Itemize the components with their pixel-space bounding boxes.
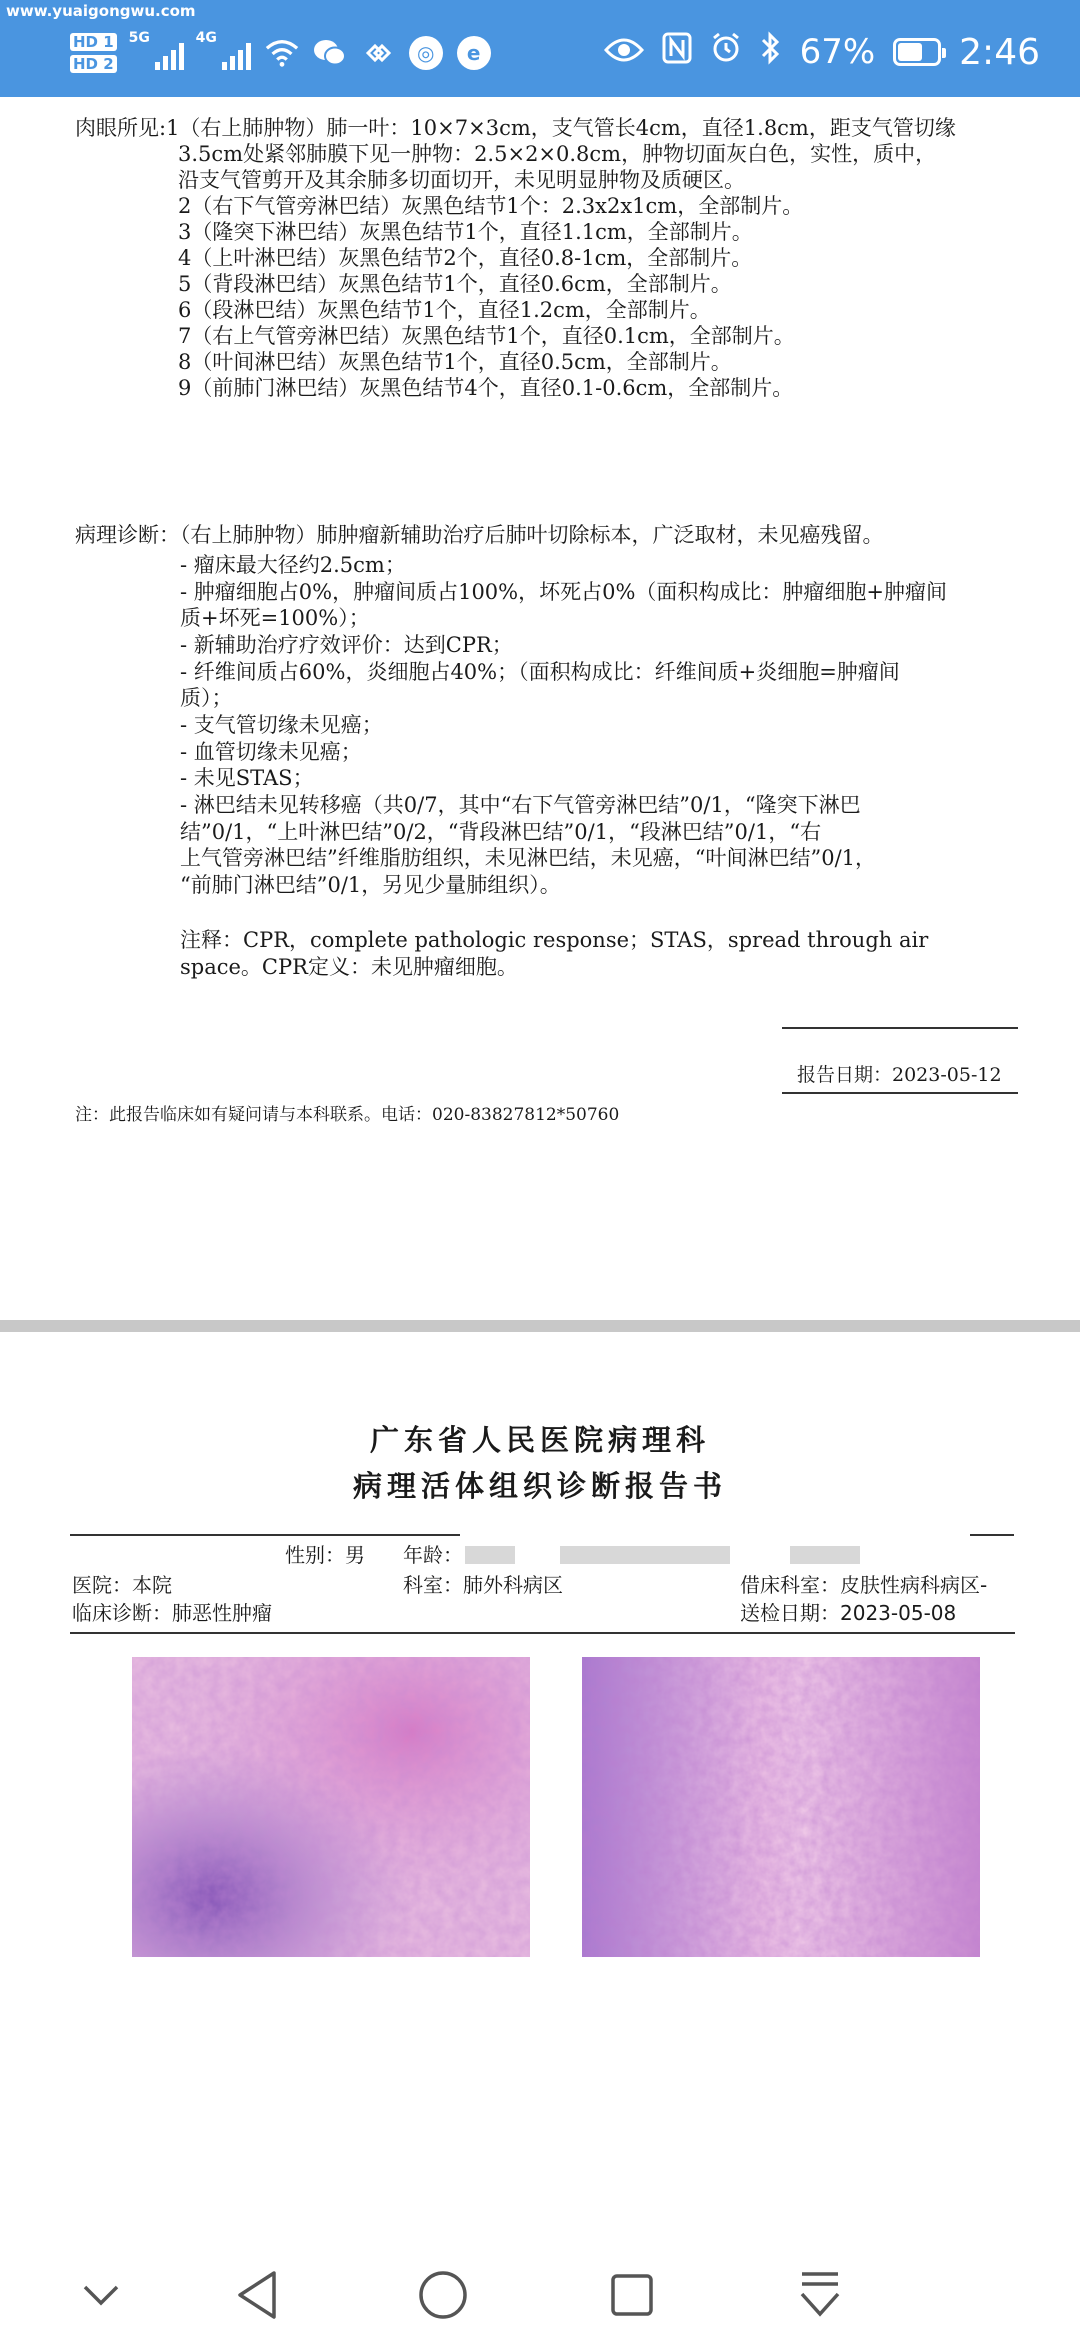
browser-icon-2: e bbox=[457, 36, 491, 70]
home-circle-icon bbox=[417, 2269, 469, 2321]
gross-line-7: 5（背段淋巴结）灰黑色结节1个，直径0.6cm，全部制片。 bbox=[178, 272, 732, 296]
submission-date-field: 送检日期：2023-05-08 bbox=[740, 1601, 957, 1625]
diagnosis-line-5: - 新辅助治疗疗效评价：达到CPR； bbox=[180, 633, 513, 657]
gross-line-10: 8（叶间淋巴结）灰黑色结节1个，直径0.5cm，全部制片。 bbox=[178, 350, 732, 374]
recents-square-icon bbox=[609, 2272, 655, 2318]
gross-line-8: 6（段淋巴结）灰黑色结节1个，直径1.2cm，全部制片。 bbox=[178, 298, 711, 322]
gross-line-4: 2（右下气管旁淋巴结）灰黑色结节1个：2.3x2x1cm，全部制片。 bbox=[178, 194, 804, 218]
diagnosis-line-13: 上气管旁淋巴结”纤维脂肪组织，未见淋巴结，未见癌，“叶间淋巴结”0/1， bbox=[180, 846, 877, 870]
bluetooth-icon bbox=[760, 31, 782, 74]
header-rule-left bbox=[70, 1534, 460, 1536]
diagnosis-line-7: 质）； bbox=[180, 686, 233, 710]
collapse-button[interactable] bbox=[66, 2260, 136, 2330]
diagnosis-line-1: 病理诊断：（右上肺肿物）肺肿瘤新辅助治疗后肺叶切除标本，广泛取材，未见癌残留。 bbox=[75, 523, 884, 547]
status-bar bbox=[0, 0, 1080, 97]
navigation-bar bbox=[0, 2240, 1080, 2340]
hospital-title: 广东省人民医院病理科 bbox=[369, 1423, 710, 1457]
alarm-icon bbox=[710, 32, 742, 73]
signature-rule bbox=[782, 1027, 1018, 1029]
patient-age-label: 年龄： bbox=[403, 1543, 463, 1567]
gross-line-1: 肉眼所见:1（右上肺肿物）肺一叶：10×7×3cm，支气管长4cm，直径1.8cm，距支气管切缘 bbox=[75, 116, 956, 140]
net1-label: 5G bbox=[128, 30, 150, 46]
date-rule bbox=[782, 1092, 1018, 1094]
diagnosis-line-4: 质+坏死=100%）； bbox=[180, 606, 370, 630]
hd-icon bbox=[70, 33, 117, 73]
report-date: 报告日期：2023-05-12 bbox=[797, 1064, 1002, 1086]
redacted-id bbox=[560, 1546, 730, 1564]
hospital-field: 医院：本院 bbox=[72, 1573, 172, 1597]
diagnosis-line-6: - 纤维间质占60%，炎细胞占40%；（面积构成比：纤维间质+炎细胞=肿瘤间 bbox=[180, 660, 900, 684]
gross-line-2: 3.5cm处紧邻肺膜下见一肿物：2.5×2×0.8cm，肿物切面灰白色，实性，质中， bbox=[178, 142, 937, 166]
sim2-label: HD 2 bbox=[70, 55, 117, 73]
redacted-bed bbox=[790, 1546, 860, 1564]
gross-line-3: 沿支气管剪开及其余肺多切面切开，未见明显肿物及质硬区。 bbox=[178, 168, 745, 192]
watermark: www.yuaigongwu.com bbox=[6, 2, 196, 20]
patient-gender: 性别：男 bbox=[285, 1543, 365, 1567]
page-separator bbox=[0, 1320, 1080, 1332]
diagnosis-line-9: - 血管切缘未见癌； bbox=[180, 740, 362, 764]
browser-icon: ◎ bbox=[409, 36, 443, 70]
recents-button[interactable] bbox=[597, 2260, 667, 2330]
gross-line-9: 7（右上气管旁淋巴结）灰黑色结节1个，直径0.1cm，全部制片。 bbox=[178, 324, 795, 348]
report-page-1 bbox=[0, 97, 1080, 1320]
gross-line-5: 3（隆突下淋巴结）灰黑色结节1个，直径1.1cm，全部制片。 bbox=[178, 220, 753, 244]
header-rule-right bbox=[970, 1534, 1014, 1536]
diagnosis-line-2: - 瘤床最大径约2.5cm； bbox=[180, 553, 406, 577]
clock: 2:46 bbox=[959, 31, 1040, 73]
redacted-age bbox=[465, 1546, 515, 1564]
sim1-label: HD 1 bbox=[70, 33, 117, 51]
net2-label: 4G bbox=[195, 30, 217, 46]
battery-icon bbox=[893, 38, 941, 66]
note-line-2: space。CPR定义：未见肿瘤细胞。 bbox=[180, 955, 518, 979]
signal-4g-icon bbox=[195, 30, 251, 70]
clinical-diagnosis-field: 临床诊断：肺恶性肿瘤 bbox=[72, 1601, 272, 1625]
download-icon bbox=[798, 2270, 842, 2320]
eye-icon bbox=[604, 32, 644, 73]
borrowed-department-field: 借床科室：皮肤性病科病区- bbox=[740, 1573, 988, 1597]
gross-line-11: 9（前肺门淋巴结）灰黑色结节4个，直径0.1-0.6cm，全部制片。 bbox=[178, 376, 794, 400]
diagnosis-line-8: - 支气管切缘未见癌； bbox=[180, 713, 383, 737]
diagnosis-line-10: - 未见STAS； bbox=[180, 766, 314, 790]
info-rule bbox=[70, 1632, 1015, 1634]
wifi-icon bbox=[265, 36, 299, 70]
report-page-2 bbox=[0, 1332, 1080, 2132]
back-triangle-icon bbox=[234, 2269, 280, 2321]
micrograph-2 bbox=[582, 1657, 980, 1957]
wechat-icon bbox=[313, 36, 347, 70]
app-icon bbox=[361, 36, 395, 70]
download-button[interactable] bbox=[785, 2260, 855, 2330]
footer-note: 注：此报告临床如有疑问请与本科联系。电话：020-83827812*50760 bbox=[75, 1105, 620, 1125]
battery-percent: 67% bbox=[799, 32, 876, 72]
gross-line-6: 4（上叶淋巴结）灰黑色结节2个，直径0.8-1cm，全部制片。 bbox=[178, 246, 753, 270]
diagnosis-line-14: “前肺门淋巴结”0/1，另见少量肺组织）。 bbox=[180, 873, 561, 897]
diagnosis-line-3: - 肿瘤细胞占0%，肿瘤间质占100%，坏死占0%（面积构成比：肿瘤细胞+肿瘤间 bbox=[180, 580, 948, 604]
signal-5g-icon bbox=[128, 30, 184, 70]
department-field: 科室：肺外科病区 bbox=[403, 1573, 563, 1597]
back-button[interactable] bbox=[222, 2260, 292, 2330]
diagnosis-line-11: - 淋巴结未见转移癌（共0/7，其中“右下气管旁淋巴结”0/1，“隆突下淋巴 bbox=[180, 793, 861, 817]
report-title: 病理活体组织诊断报告书 bbox=[352, 1469, 727, 1503]
chevron-down-icon bbox=[81, 2283, 121, 2307]
diagnosis-line-12: 结”0/1，“上叶淋巴结”0/2，“背段淋巴结”0/1，“段淋巴结”0/1，“右 bbox=[180, 820, 822, 844]
nfc-icon bbox=[662, 32, 692, 73]
home-button[interactable] bbox=[408, 2260, 478, 2330]
micrograph-1 bbox=[132, 1657, 530, 1957]
note-line-1: 注释：CPR，complete pathologic response；STAS，spread through air bbox=[180, 928, 929, 952]
